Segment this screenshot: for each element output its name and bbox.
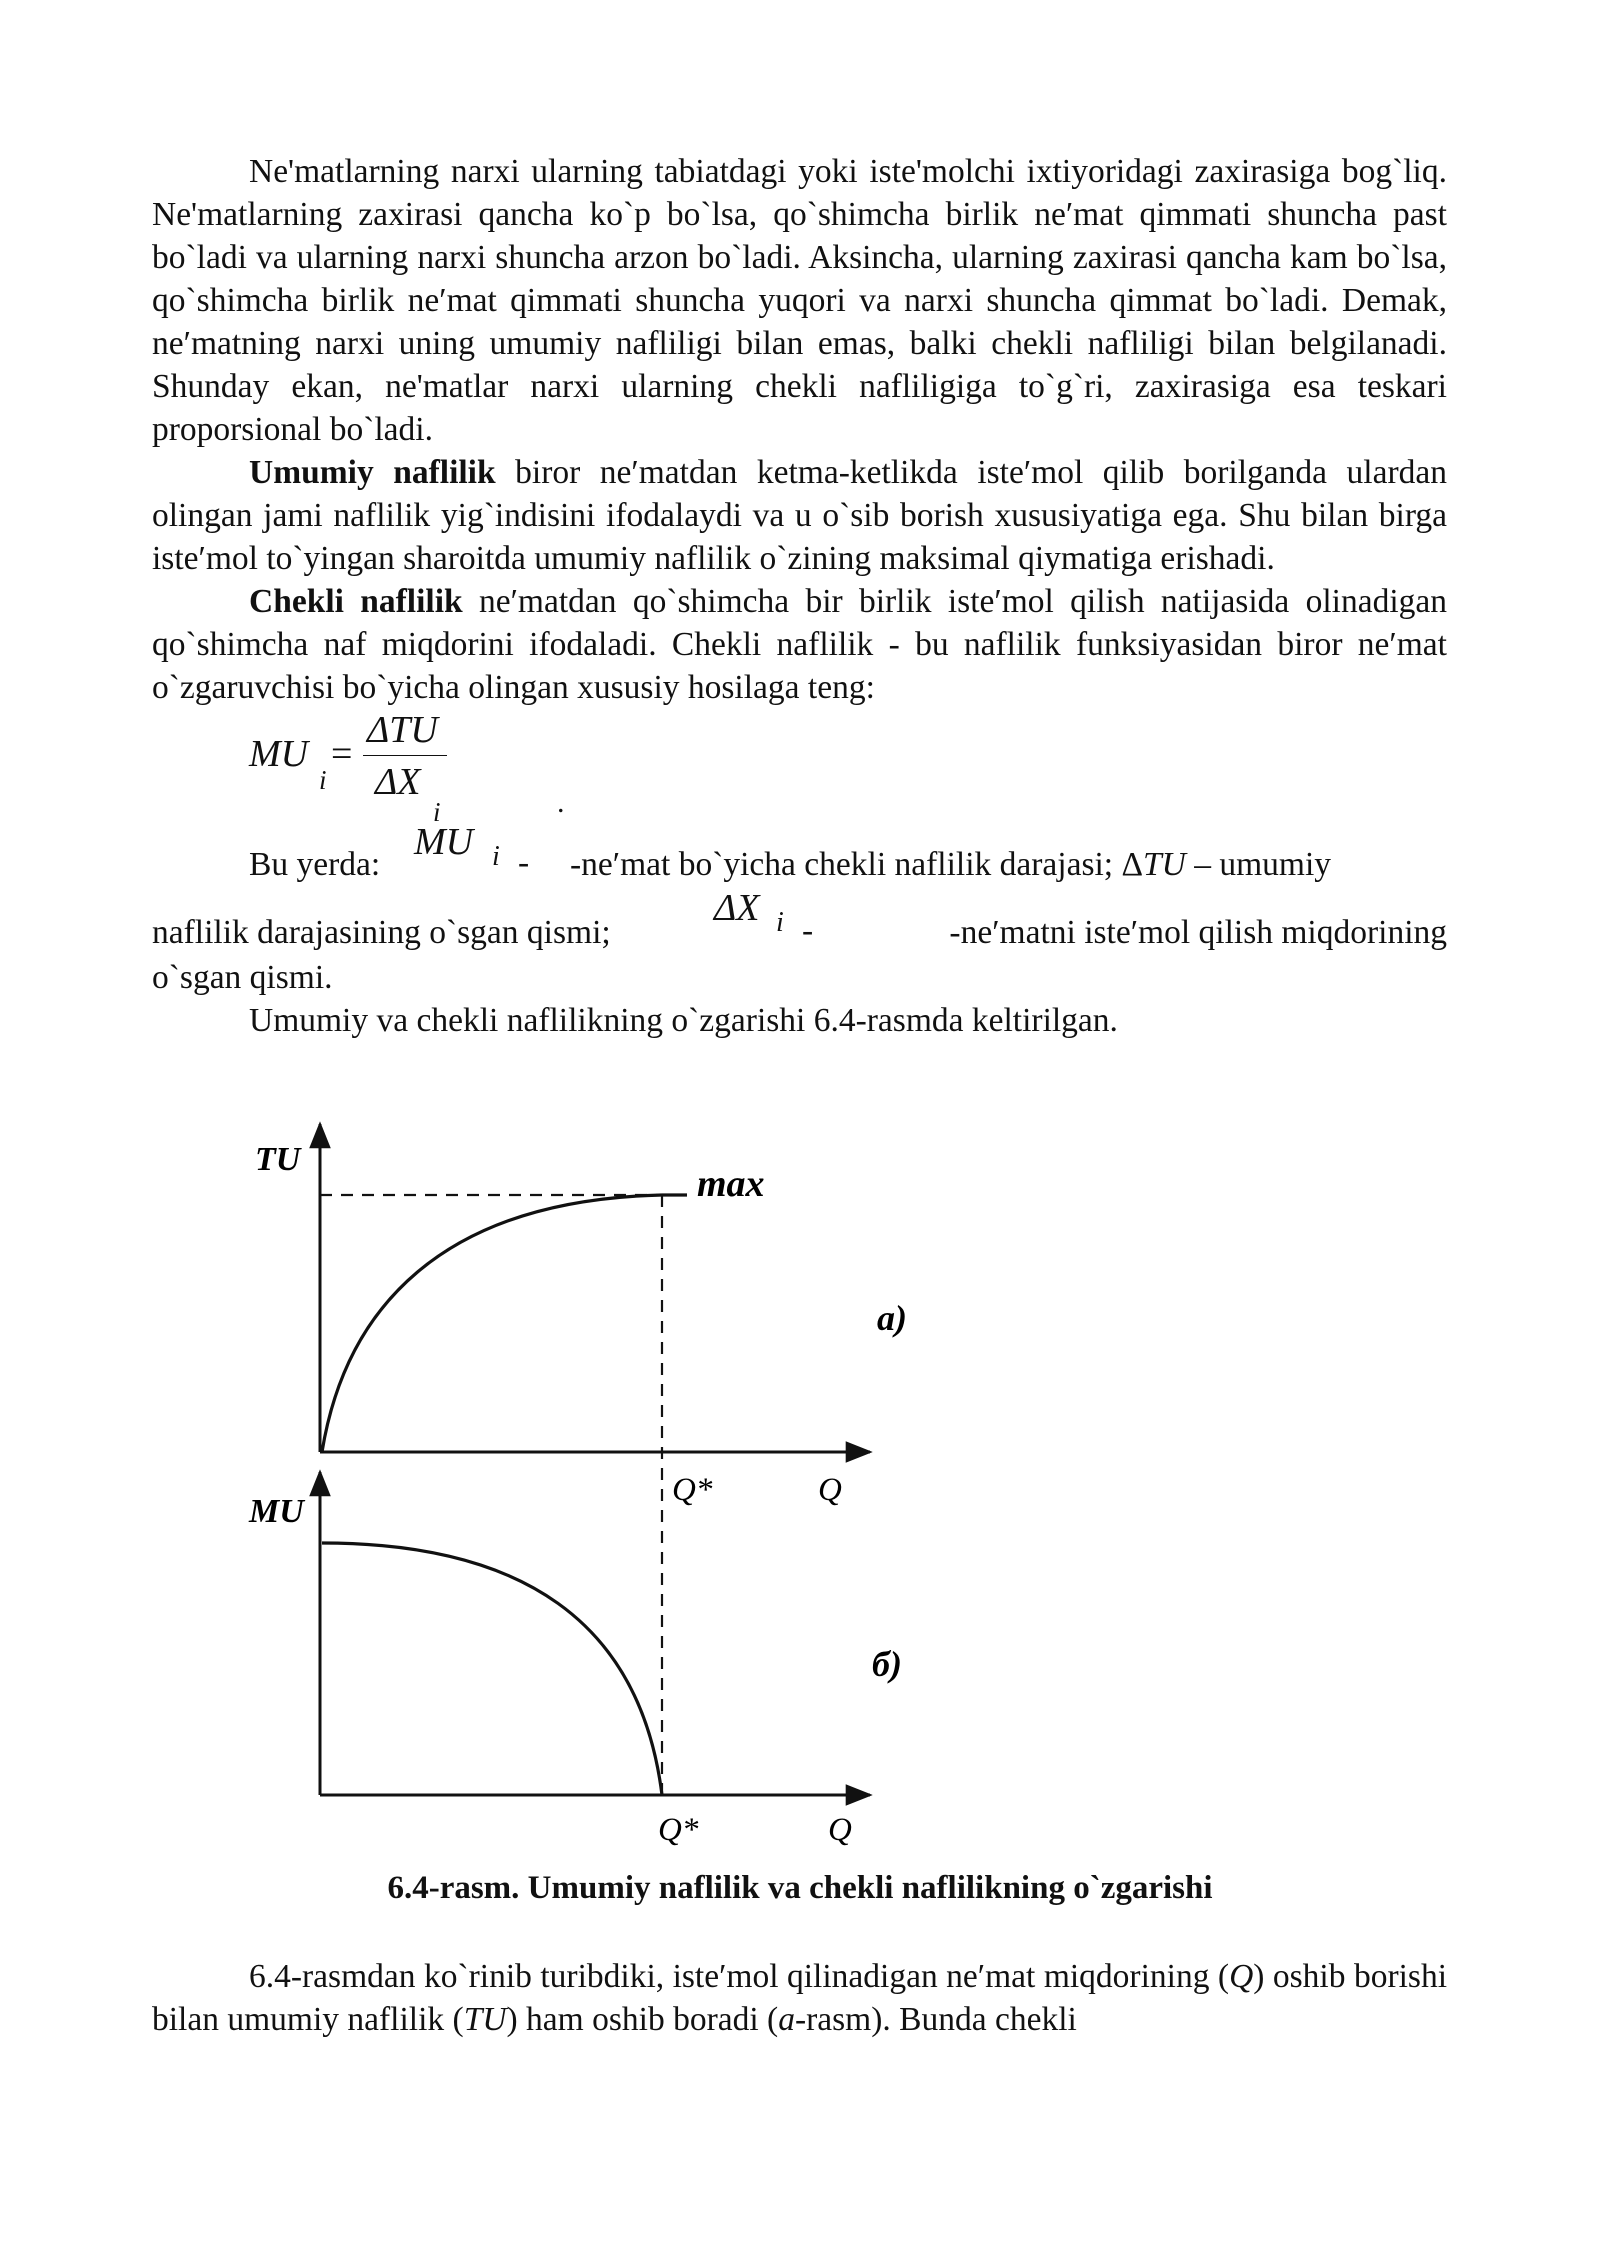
mu-axis-label: MU (249, 1493, 304, 1530)
symbol-delta-x: ΔX (714, 887, 760, 929)
symbol-mu-subscript: i (492, 841, 500, 872)
q-star-label-top: Q* (672, 1472, 713, 1508)
symbol-mu-i: MU (414, 821, 474, 863)
formula-numerator: ΔTU (367, 709, 438, 751)
definition-tu: naflilik darajasining o`sgan qismi; (152, 914, 611, 951)
formula-end-dot: . (557, 786, 565, 819)
marginal-utility-text: ne′matdan qo`shimcha bir birlik iste′mol qilish natijasida olinadigan qo`shimcha naf miqdorini ifodaladi. Chekli naflilik - bu naflilik funksiyasidan biror ne′mat o`zgaruvchisi bo`yicha olingan xususiy hosilaga teng: (152, 583, 1447, 706)
tu-curve (322, 1195, 662, 1452)
formula-denominator-subscript: i (433, 797, 441, 827)
total-utility-text: biror ne′matdan ketma-ketlikda iste′mol qilib borilganda ulardan olingan jami naflilik yig`indisini ifodalaydi va u o`sib borish xususiyatiga ega. Shu bilan birga iste′mol to`yingan sharoitda umumiy naflilik o`zining maksimal qiymatiga erishadi. (152, 454, 1447, 577)
q-star-label-bottom: Q* (658, 1812, 699, 1848)
symbol-delta-x-subscript: i (776, 907, 784, 938)
paragraph-figure-explanation: 6.4-rasmdan ko`rinib turibdiki, iste′mol qilinadigan ne′mat miqdorining (Q) oshib borishi bilan umumiy naflilik (TU) ham oshib boradi (a-rasm). Bunda chekli (152, 1958, 1448, 2038)
definition-mu: -ne′mat bo`yicha chekli naflilik darajasi; ΔTU – umumiy (570, 846, 1332, 883)
figure-caption: 6.4-rasm. Umumiy naflilik va chekli naflilikning o`zgarishi (387, 1870, 1213, 1906)
dash-2: - (802, 912, 814, 949)
term-total-utility: Umumiy naflilik (249, 454, 496, 491)
panel-label-a: а) (877, 1298, 907, 1338)
q-label-bottom: Q (828, 1812, 852, 1848)
dash-1: - (518, 844, 530, 881)
where-line-3: o`sgan qismi. (152, 959, 333, 996)
formula-lhs-subscript: i (319, 765, 327, 795)
q-label-top: Q (818, 1472, 842, 1508)
formula-denominator: ΔX (375, 761, 421, 803)
panel-label-b: б) (872, 1644, 902, 1684)
definition-delta-x: -ne′matni iste′mol qilish miqdorining (949, 914, 1447, 951)
mu-curve (322, 1543, 662, 1795)
paragraph-price-reserve: Ne'matlarning narxi ularning tabiatdagi yoki iste'molchi ixtiyoridagi zaxirasiga bog`liq. Ne'matlarning zaxirasi qancha ko`p bo`lsa, qo`shimcha birlik ne′mat qimmati shuncha past bo`ladi va ularning narxi shuncha arzon bo`ladi. Aksincha, ularning zaxirasi qancha kam bo`lsa, qo`shimcha birlik ne′mat qimmati shuncha yuqori va narxi shuncha qimmat bo`ladi. Demak, ne′matning narxi uning umumiy nafliligi bilan emas, balki chekli nafliligi bilan belgilanadi. Shunday ekan, ne'matlar narxi ularning chekli nafliligiga to`g`ri, zaxirasiga esa teskari proporsional bo`ladi. (152, 153, 1447, 448)
formula-lhs: MU (249, 733, 309, 775)
max-label: max (697, 1163, 765, 1205)
paragraph-figure-reference: Umumiy va chekli naflilikning o`zgarishi 6.4-rasmda keltirilgan. (249, 1002, 1118, 1039)
term-marginal-utility: Chekli naflilik (249, 583, 463, 620)
formula-equals: = (331, 733, 353, 775)
tu-axis-label: TU (255, 1141, 301, 1178)
closing-paragraph-block (152, 1955, 1447, 2041)
where-lead: Bu yerda: (249, 846, 381, 883)
